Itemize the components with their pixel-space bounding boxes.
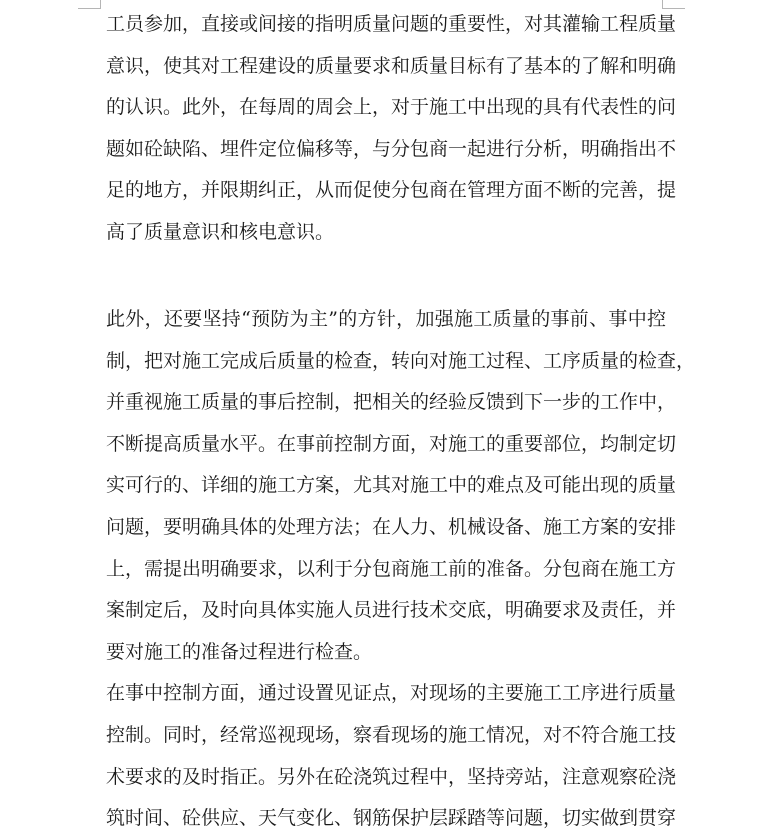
text-line: 术要求的及时指正。另外在砼浇筑过程中，坚持旁站，注意观察砼浇: [106, 765, 677, 788]
text-line: 案制定后，及时向具体实施人员进行技术交底，明确要求及责任，并: [106, 599, 677, 622]
paragraph-prevention-policy: [106, 299, 696, 673]
text-line: 上，需提出明确要求，以利于分包商施工前的准备。分包商在施工方: [106, 557, 677, 580]
text-line: 此外，还要坚持“预防为主”的方针，加强施工质量的事前、事中控: [106, 308, 666, 330]
text-line: 实可行的、详细的施工方案，尤其对施工中的难点及可能出现的质量: [106, 474, 677, 497]
text-line: 高了质量意识和核电意识。: [106, 220, 335, 243]
text-line: 题如砼缺陷、埋件定位偏移等，与分包商一起进行分析，明确指出不: [106, 137, 677, 160]
text-line: 的认识。此外，在每周的周会上，对于施工中出现的具有代表性的问: [106, 96, 677, 119]
text-line: 并重视施工质量的事后控制，把相关的经验反馈到下一步的工作中，: [106, 391, 677, 414]
page-corner-mark-left: [78, 0, 101, 9]
text-line: 意识，使其对工程建设的质量要求和质量目标有了基本的了解和明确: [106, 54, 677, 77]
text-line: 筑时间、砼供应、天气变化、钢筋保护层踩踏等问题，切实做到贯穿: [106, 807, 677, 830]
paragraph-in-process-control: [106, 673, 677, 839]
document-body[interactable]: [106, 4, 696, 840]
text-line: 不断提高质量水平。在事前控制方面，对施工的重要部位，均制定切: [106, 432, 677, 455]
text-line: 控制。同时，经常巡视现场，察看现场的施工情况，对不符合施工技: [106, 723, 677, 746]
paragraph-quality-awareness: [106, 4, 677, 254]
text-line: 制，把对施工完成后质量的检查，转向对施工过程、工序质量的检查，: [106, 349, 696, 372]
text-line: 工员参加，直接或间接的指明质量问题的重要性，对其灌输工程质量: [106, 13, 677, 35]
text-line: 问题，要明确具体的处理方法；在人力、机械设备、施工方案的安排: [106, 515, 677, 538]
text-line: 足的地方，并限期纠正，从而促使分包商在管理方面不断的完善，提: [106, 179, 677, 202]
text-line: 要对施工的准备过程进行检查。: [106, 640, 373, 663]
text-line: 在事中控制方面，通过设置见证点，对现场的主要施工工序进行质量: [106, 682, 677, 705]
